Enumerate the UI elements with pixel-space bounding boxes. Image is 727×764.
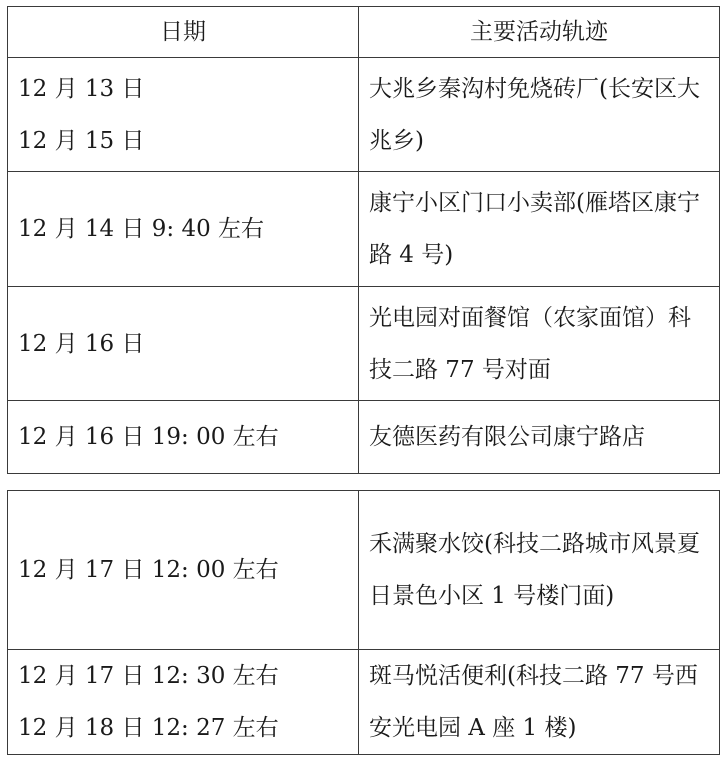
activity-text: 大兆乡秦沟村免烧砖厂(长安区大兆乡): [369, 75, 700, 154]
activity-text: 康宁小区门口小卖部(雁塔区康宁路 4 号): [369, 190, 700, 268]
date-text: 12 月 16 日: [18, 330, 145, 357]
date-cell: [8, 172, 359, 287]
activity-text: 斑马悦活便利(科技二路 77 号西安光电园 A 座 1 楼): [369, 663, 698, 741]
activity-text: 友德医药有限公司康宁路店: [369, 424, 645, 450]
activity-cell: [359, 491, 720, 650]
header-activity: 主要活动轨迹: [359, 7, 720, 58]
table-row: [8, 491, 720, 650]
activity-text: 禾满聚水饺(科技二路城市风景夏日景色小区 1 号楼门面): [369, 531, 700, 609]
date-text: 12 月 16 日 19: 00 左右: [18, 424, 279, 450]
table-row: [8, 172, 720, 287]
date-text: 12 月 13 日: [18, 75, 145, 102]
date-text: 12 月 18 日 12: 27 左右: [18, 715, 279, 741]
activity-cell: [359, 172, 720, 287]
itinerary-table-top: [7, 6, 720, 474]
activity-cell: [359, 58, 720, 172]
date-text: 12 月 15 日: [18, 127, 145, 154]
header-date: 日期: [8, 7, 359, 58]
activity-cell: [359, 401, 720, 474]
date-text: 12 月 17 日 12: 30 左右: [18, 663, 279, 689]
date-cell: [8, 650, 359, 755]
date-cell: [8, 401, 359, 474]
date-text: 12 月 14 日 9: 40 左右: [18, 216, 265, 242]
table-row: [8, 650, 720, 755]
activity-cell: [359, 650, 720, 755]
table-row: [8, 401, 720, 474]
itinerary-table-bottom: [7, 490, 720, 755]
date-cell: [8, 287, 359, 401]
activity-cell: [359, 287, 720, 401]
date-text: 12 月 17 日 12: 00 左右: [18, 557, 279, 583]
date-cell: [8, 491, 359, 650]
table-header-row: [8, 7, 720, 58]
activity-text: 光电园对面餐馆（农家面馆）科技二路 77 号对面: [369, 304, 691, 383]
table-row: [8, 287, 720, 401]
table-row: [8, 58, 720, 172]
date-cell: [8, 58, 359, 172]
